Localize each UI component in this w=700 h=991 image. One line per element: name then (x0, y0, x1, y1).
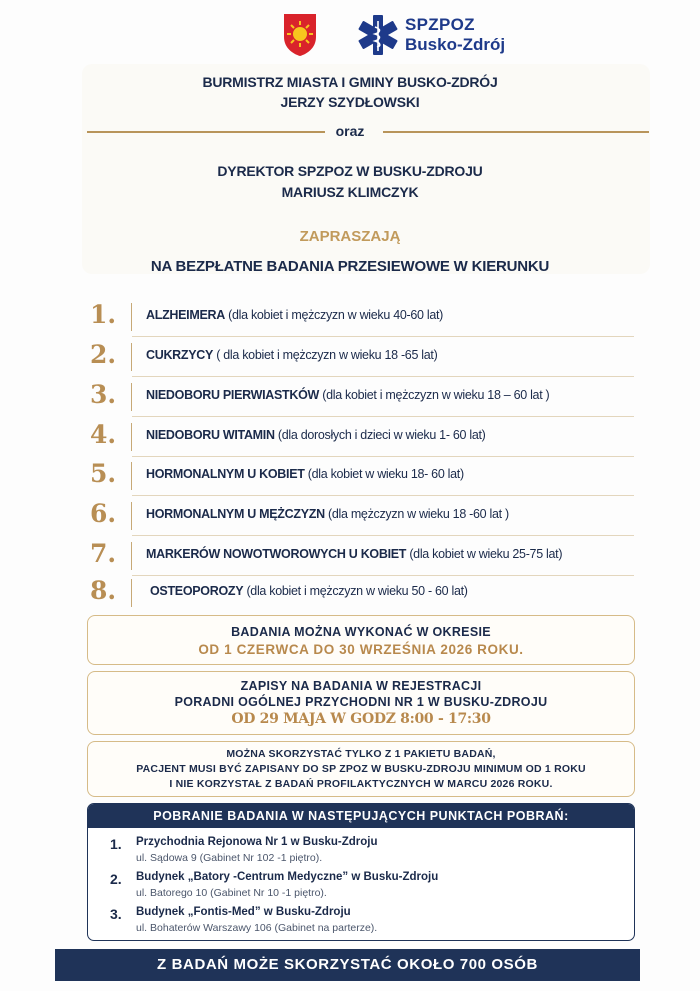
period-box (87, 615, 635, 665)
registration-line1: ZAPISY NA BADANIA W REJESTRACJI (240, 679, 482, 693)
screening-detail: (dla mężczyzn w wieku 18 -60 lat ) (328, 507, 509, 521)
list-separator (132, 376, 634, 377)
list-number: 1. (90, 300, 117, 329)
point-address: ul. Bohaterów Warszawy 106 (Gabinet na parterze). (136, 922, 378, 934)
screening-detail: (dla kobiet i mężczyzn w wieku 40-60 lat) (228, 308, 444, 322)
list-separator (132, 456, 634, 457)
list-text (146, 507, 509, 521)
collection-heading: POBRANIE BADANIA W NASTĘPUJĄCYCH PUNKTACH POBRAŃ: (88, 804, 634, 828)
point-number: 3. (110, 906, 122, 922)
list-item (84, 575, 634, 613)
list-separator (132, 535, 634, 536)
collection-points-box (87, 803, 635, 941)
list-text (146, 388, 549, 402)
point-name: Budynek „Batory -Centrum Medyczne” w Busku-Zdroju (136, 871, 439, 883)
list-text (146, 308, 443, 322)
list-divider (131, 579, 132, 607)
conjunction-text: oraz (335, 123, 365, 139)
conditions-line2: PACJENT MUSI BYĆ ZAPISANY DO SP ZPOZ W BUSKU-ZDROJU MINIMUM OD 1 ROKU (136, 763, 586, 775)
list-item (84, 498, 634, 536)
list-divider (131, 502, 132, 530)
list-item (84, 458, 634, 496)
star-of-life-icon (357, 13, 399, 57)
screening-name: HORMONALNYM U KOBIET (146, 467, 305, 481)
coat-of-arms-icon (283, 13, 317, 57)
list-separator (132, 336, 634, 337)
registration-box (87, 671, 635, 735)
list-item (84, 299, 634, 337)
period-line2: OD 1 CZERWCA DO 30 WRZEŚNIA 2026 ROKU. (198, 642, 524, 657)
director-title: DYREKTOR SPZPOZ W BUSKU-ZDROJU (217, 163, 483, 179)
screening-subtitle: NA BEZPŁATNE BADANIA PRZESIEWOWE W KIERUNKU (150, 258, 550, 275)
collection-point (88, 906, 635, 941)
list-separator (132, 495, 634, 496)
footer-banner: Z BADAŃ MOŻE SKORZYSTAĆ OKOŁO 700 OSÓB (55, 949, 640, 981)
screening-name: NIEDOBORU PIERWIASTKÓW (146, 388, 320, 402)
screening-detail: (dla dorosłych i dzieci w wieku 1- 60 lat) (277, 428, 486, 442)
list-number: 2. (90, 340, 117, 369)
list-divider (131, 542, 132, 570)
registration-line2: PORADNI OGÓLNEJ PRZYCHODNI NR 1 W BUSKU-ZDROJU (174, 695, 548, 709)
screening-name: NIEDOBORU WITAMIN (146, 428, 275, 442)
list-text (150, 584, 468, 598)
list-text (146, 547, 562, 561)
list-item (84, 538, 634, 576)
list-item (84, 339, 634, 377)
list-number: 3. (90, 380, 117, 409)
list-number: 5. (90, 459, 117, 488)
point-name: Przychodnia Rejonowa Nr 1 w Busku-Zdroju (136, 836, 378, 848)
period-line1: BADANIA MOŻNA WYKONAĆ W OKRESIE (231, 625, 491, 639)
screening-detail: (dla kobiet w wieku 18- 60 lat) (304, 467, 464, 481)
list-item (84, 379, 634, 417)
list-text (146, 428, 486, 442)
collection-point (88, 871, 635, 907)
list-text (146, 348, 437, 362)
conditions-line1: MOŻNA SKORZYSTAĆ TYLKO Z 1 PAKIETU BADAŃ, (226, 748, 496, 760)
screening-detail: (dla kobiet w wieku 25-75 lat) (409, 547, 563, 561)
screening-name: CUKRZYCY (146, 348, 214, 362)
director-name: MARIUSZ KLIMCZYK (281, 184, 419, 200)
mayor-name: JERZY SZYDŁOWSKI (280, 94, 420, 110)
collection-point (88, 836, 635, 872)
point-address: ul. Sądowa 9 (Gabinet Nr 102 -1 piętro). (136, 852, 323, 864)
point-number: 1. (110, 836, 122, 852)
logo-row (0, 10, 700, 60)
list-divider (131, 383, 132, 411)
list-divider (131, 303, 132, 331)
list-number: 6. (90, 499, 117, 528)
list-separator (132, 416, 634, 417)
registration-hours: OD 29 MAJA W GODZ 8:00 - 17:30 (231, 711, 491, 727)
list-item (84, 419, 634, 457)
point-name: Budynek „Fontis-Med” w Busku-Zdroju (136, 906, 351, 918)
spzpoz-name: SPZPOZ (405, 15, 475, 34)
list-number: 8. (90, 576, 117, 605)
screening-detail: ( dla kobiet i mężczyzn w wieku 18 -65 lat) (216, 348, 438, 362)
invite-heading: ZAPRASZAJĄ (299, 228, 401, 245)
conditions-box (87, 741, 635, 797)
screening-name: ALZHEIMERA (146, 308, 225, 322)
screening-detail: (dla kobiet i mężczyzn w wieku 18 – 60 lat ) (322, 388, 550, 402)
spzpoz-logo (357, 13, 517, 59)
screening-name: OSTEOPOROZY (150, 584, 244, 598)
list-divider (131, 423, 132, 451)
point-address: ul. Batorego 10 (Gabinet Nr 10 -1 piętro). (136, 887, 327, 899)
list-divider (131, 462, 132, 490)
screening-detail: (dla kobiet i mężczyzn w wieku 50 - 60 lat) (246, 584, 468, 598)
divider-right (383, 131, 649, 133)
spzpoz-city: Busko-Zdrój (405, 35, 506, 54)
screening-name: MARKERÓW NOWOTWOROWYCH U KOBIET (146, 547, 407, 561)
list-divider (131, 343, 132, 371)
list-number: 7. (90, 539, 117, 568)
screening-name: HORMONALNYM U MĘŻCZYZN (146, 507, 325, 521)
point-number: 2. (110, 871, 122, 887)
list-number: 4. (90, 420, 117, 449)
list-text (146, 467, 464, 481)
mayor-title: BURMISTRZ MIASTA I GMINY BUSKO-ZDRÓJ (202, 74, 498, 90)
conditions-line3: I NIE KORZYSTAŁ Z BADAŃ PROFILAKTYCZNYCH W MARCU 2026 ROKU. (169, 778, 553, 790)
